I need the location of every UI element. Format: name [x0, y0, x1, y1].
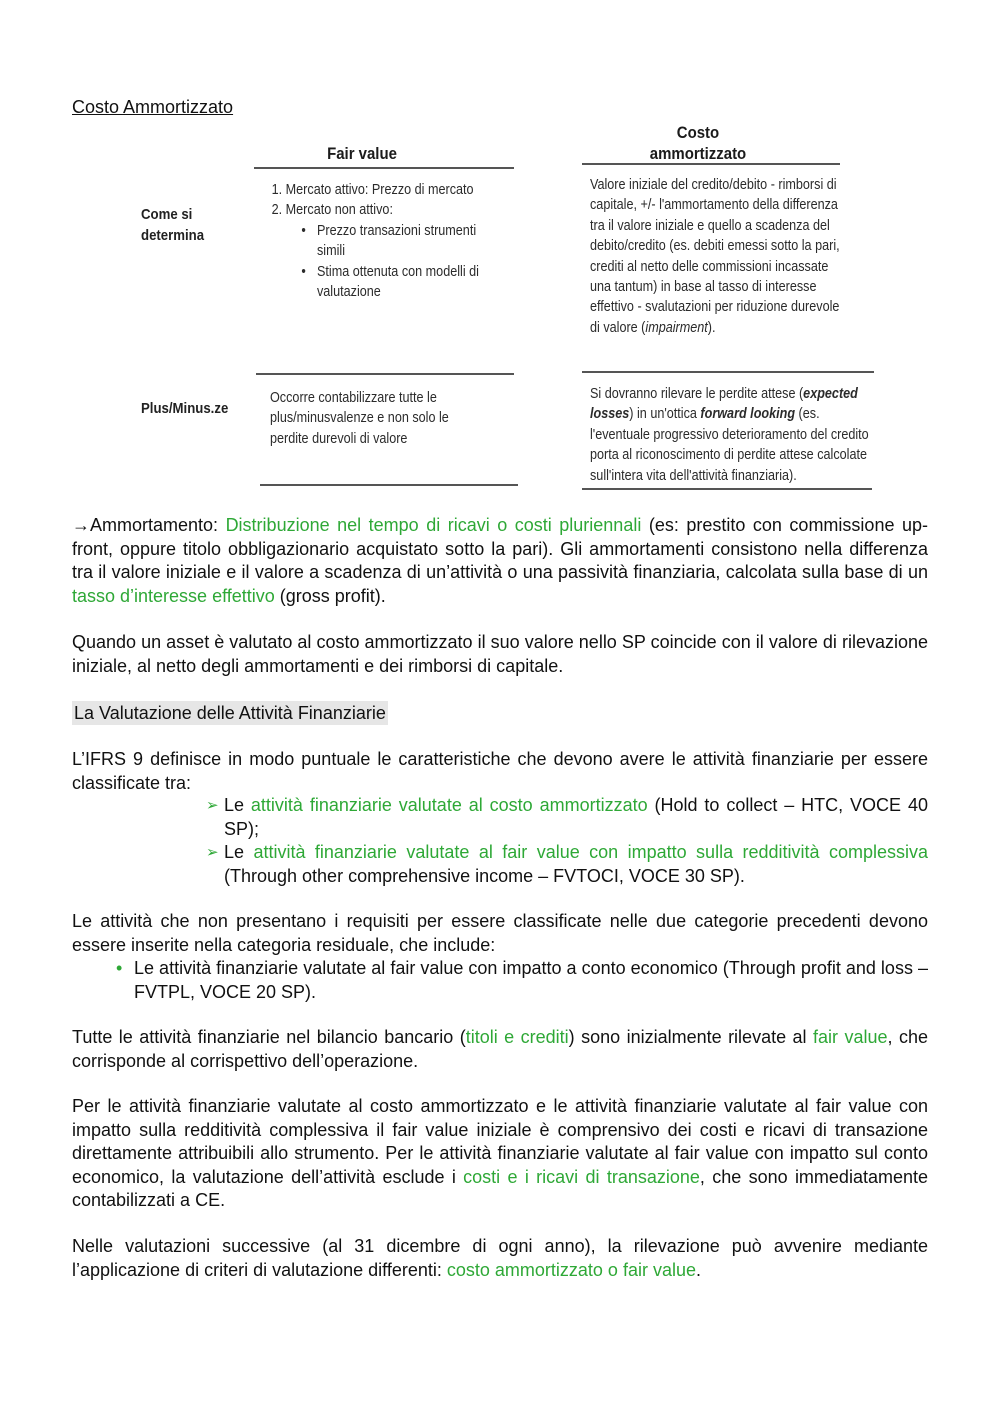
paragraph-ifrs9: L’IFRS 9 definisce in modo puntuale le caratteristiche che devono avere le attività finanziarie per essere classificate tra:	[72, 749, 928, 793]
ca-row1-text: Valore iniziale del credito/debito - rimborsi di capitale, +/- l'ammortamento della differenza tra il valore iniziale e quello a scadenza del debito/credito (es. debiti emessi sotto la pari, crediti al netto delle commissioni incassate una tantum) in base al tasso di interesse effettivo - svalutazioni per riduzione durevole di valore (	[590, 177, 840, 336]
p6-a: Per le attività finanziarie valutate al costo ammortizzato e le attività finanziarie valutate al fair value con impatto sulla redditività complessiva il fair value iniziale è comprensivo dei costi e ricavi di transazione direttamente attribuibili allo strumento. Per le attività finanziarie valutate al fair value con impatto sul conto economico, la valutazione dell’attività esclude i	[72, 1096, 928, 1187]
ca-row1-end: ).	[707, 319, 716, 336]
ca-row1-italic: impairment	[645, 319, 708, 336]
cell-fair-value-plusminus: Occorre contabilizzare tutte le plus/minusvalenze e non solo le perdite durevoli di valore	[270, 390, 449, 447]
list-item-costo-ammortizzato	[206, 794, 928, 841]
ca-row2-c: ) in un'ottica	[629, 406, 701, 423]
col-header-costo-line1: Costo	[676, 123, 720, 142]
li2-a: Le	[224, 842, 254, 862]
list-item-fvtpl	[116, 957, 928, 1004]
li2-highlight: attività finanziarie valutate al fair value con impatto sulla redditività complessiva	[253, 842, 928, 862]
p5-highlight-fair-value: fair value	[813, 1027, 888, 1047]
p1-highlight-distribuzione: Distribuzione nel tempo di ricavi o costi pluriennali	[225, 515, 642, 535]
fv-item-1: 1. Mercato attivo: Prezzo di mercato	[286, 180, 505, 200]
list-classificazioni	[206, 794, 928, 888]
list-residuale	[116, 957, 928, 1004]
arrow-icon: →	[72, 515, 90, 535]
p5-highlight-titoli: titoli e crediti	[465, 1027, 569, 1047]
p6-c: , che sono immediatamente contabilizzati a CE.	[72, 1166, 928, 1210]
p5-e: , che corrisponde al corrispettivo dell’operazione.	[72, 1027, 928, 1071]
li1-c: (Hold to collect – HTC, VOCE 40 SP);	[224, 795, 928, 839]
p5-a: Tutte le attività finanziarie nel bilancio bancario (	[72, 1027, 466, 1047]
fv-item-2	[286, 200, 505, 302]
arrow-bullet-icon: ➢	[206, 797, 219, 814]
paragraph-ammortamento	[72, 514, 928, 608]
row-label-line1: Come si	[141, 206, 193, 223]
rule-mid-costo	[582, 371, 874, 373]
rule-top-fair-value	[254, 167, 514, 169]
cell-costo-determina	[590, 175, 848, 338]
col-header-fair-value: Fair value	[327, 144, 397, 163]
col-header-costo-line2: ammortizzato	[649, 144, 747, 163]
row-label-come-si-determina	[141, 204, 204, 246]
paragraph-rilevazione-iniziale	[72, 1026, 928, 1073]
col-header-costo-ammortizzato	[610, 122, 786, 164]
p1-highlight-tasso: tasso d’interesse effettivo	[72, 585, 275, 606]
fv-item-2-text: Mercato non attivo:	[285, 202, 393, 219]
section-title-valutazione	[72, 702, 388, 724]
p6-highlight-costi: costi e i ricavi di transazione	[463, 1166, 700, 1187]
row-label-plus-minus: Plus/Minus.ze	[141, 400, 229, 417]
comparison-table-image	[130, 118, 890, 498]
bullet-icon: •	[116, 958, 123, 978]
ca-row2-expected-losses: expected losses	[590, 386, 858, 423]
ca-row2-forward-looking: forward looking	[700, 406, 796, 423]
li1-a: Le	[224, 795, 251, 815]
rule-bottom-costo	[582, 488, 872, 490]
arrow-bullet-icon: ➢	[206, 844, 219, 861]
rule-bottom-fair-value	[260, 484, 518, 486]
row-label-line2: determina	[141, 227, 205, 244]
list-item-fvtoci	[206, 841, 928, 888]
paragraph-valutazioni-successive	[72, 1235, 928, 1282]
rule-mid-fair-value	[256, 373, 514, 375]
section-title-text: La Valutazione delle Attività Finanziarie	[74, 703, 386, 723]
cell-costo-plusminus	[590, 384, 882, 486]
li-fvtpl-text: Le attività finanziarie valutate al fair value con impatto a conto economico (Through profit and loss – FVTPL, VOCE 20 SP).	[134, 958, 928, 1002]
fv-subitem-1: • Prezzo transazioni strumenti simili	[317, 221, 505, 262]
p7-highlight-criteri: costo ammortizzato o fair value	[446, 1259, 696, 1280]
cell-fair-value-determina	[270, 180, 505, 302]
li2-c: (Through other comprehensive income – FVTOCI, VOCE 30 SP).	[224, 865, 745, 886]
section-title-costo-ammortizzato: Costo Ammortizzato	[72, 97, 234, 117]
rule-top-costo	[582, 163, 840, 165]
p1-e: (gross profit).	[274, 585, 386, 606]
ca-row2-a: Si dovranno rilevare le perdite attese (	[590, 386, 804, 402]
paragraph-asset-costo: Quando un asset è valutato al costo ammortizzato il suo valore nello SP coincide con il valore di rilevazione iniziale, al netto degli ammortamenti e dei rimborsi di capitale.	[72, 632, 928, 676]
p7-c: .	[695, 1259, 701, 1280]
paragraph-categoria-residuale: Le attività che non presentano i requisiti per essere classificate nelle due categorie precedenti devono essere inserite nella categoria residuale, che include:	[72, 911, 928, 955]
p5-c: ) sono inizialmente rilevate al	[568, 1027, 814, 1047]
fv-subitem-2: • Stima ottenuta con modelli di valutazione	[317, 262, 505, 303]
p1-a: Ammortamento:	[90, 515, 226, 535]
ca-row2-e: (es. l'eventuale progressivo deterioramento del credito porta al riconoscimento di perdite attese calcolate sull'intera vita dell'attività finanziaria).	[590, 406, 869, 484]
p1-c: (es: prestito con commissione up-front, oppure titolo obbligazionario acquistato sotto la pari). Gli ammortamenti consistono nella differenza tra il valore iniziale e il valore a scadenza di un’attività o una passività finanziaria, calcolata sulla base di un	[72, 515, 928, 582]
p7-a: Nelle valutazioni successive (al 31 dicembre di ogni anno), la rilevazione può avvenire mediante l’applicazione di criteri di valutazione differenti:	[72, 1236, 928, 1280]
paragraph-costi-transazione	[72, 1095, 928, 1213]
li1-highlight: attività finanziarie valutate al costo ammortizzato	[250, 795, 648, 815]
